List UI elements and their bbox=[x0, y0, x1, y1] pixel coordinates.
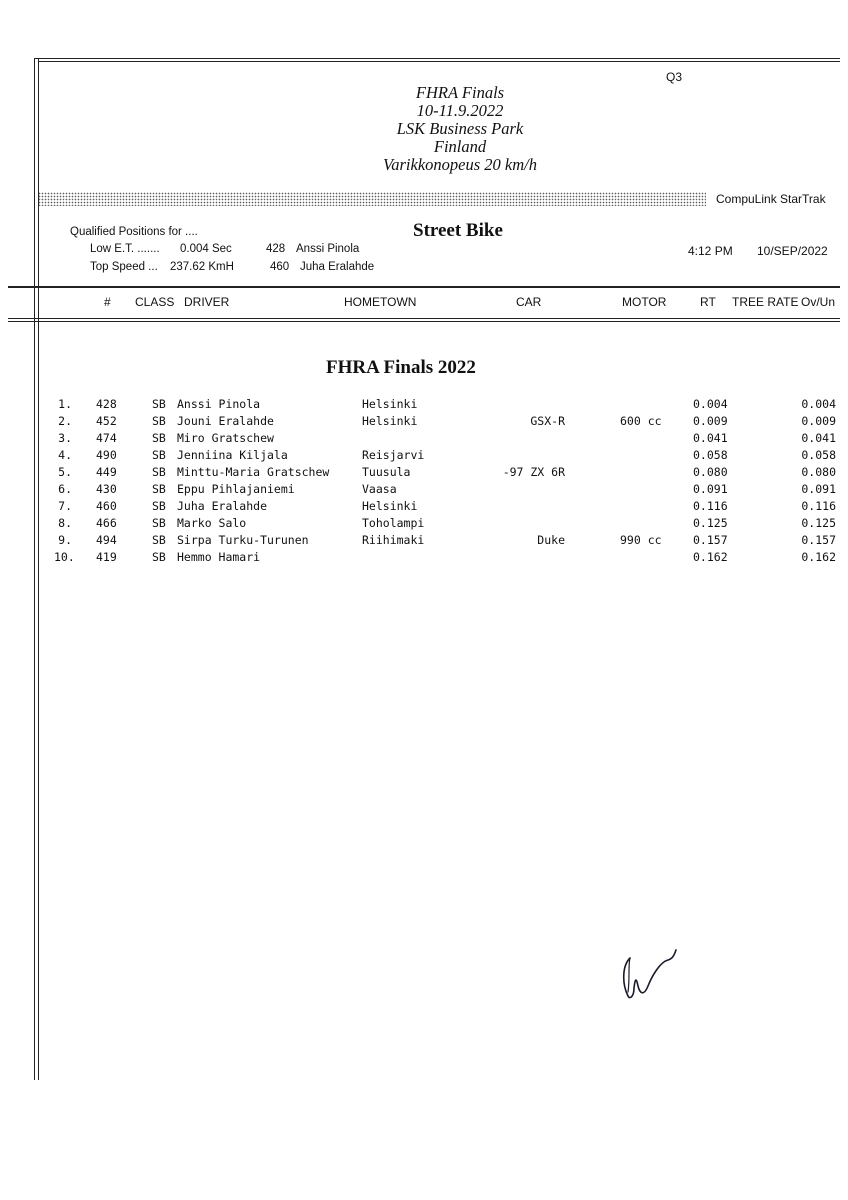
col-header-rt: RT bbox=[700, 295, 716, 309]
cell-driver: Eppu Pihlajaniemi bbox=[177, 482, 295, 496]
cell-position: 3. bbox=[58, 431, 72, 445]
table-row bbox=[0, 482, 848, 499]
table-row bbox=[0, 431, 848, 448]
cell-position: 8. bbox=[58, 516, 72, 530]
cell-class: SB bbox=[152, 550, 166, 564]
cell-hometown: Reisjarvi bbox=[362, 448, 425, 462]
cell-car: -97 ZX 6R bbox=[502, 465, 565, 479]
col-header-num: # bbox=[104, 295, 111, 309]
cell-position: 9. bbox=[58, 533, 72, 547]
low-et-value: 0.004 Sec bbox=[180, 243, 232, 255]
cell-driver: Juha Eralahde bbox=[177, 499, 268, 513]
cell-rt: 0.091 bbox=[693, 482, 728, 496]
cell-ovun: 0.058 bbox=[801, 448, 836, 462]
low-et-row bbox=[90, 243, 359, 255]
cell-position: 5. bbox=[58, 465, 72, 479]
low-et-number: 428 bbox=[266, 243, 286, 255]
cell-class: SB bbox=[152, 482, 166, 496]
col-header-ovun: Ov/Un bbox=[801, 295, 836, 309]
cell-hometown: Toholampi bbox=[362, 516, 425, 530]
event-name: FHRA Finals bbox=[415, 83, 505, 102]
cell-class: SB bbox=[152, 448, 166, 462]
cell-hometown: Helsinki bbox=[362, 414, 418, 428]
cell-position: 2. bbox=[58, 414, 72, 428]
cell-class: SB bbox=[152, 499, 166, 513]
cell-position: 6. bbox=[58, 482, 72, 496]
session-label: Q3 bbox=[666, 70, 683, 84]
event-dates: 10-11.9.2022 bbox=[416, 101, 504, 120]
top-speed-label: Top Speed ... bbox=[90, 261, 158, 273]
cell-rt: 0.162 bbox=[693, 550, 728, 564]
cell-driver: Sirpa Turku-Turunen bbox=[177, 533, 309, 547]
summary-bottom-rule bbox=[8, 286, 840, 288]
cell-position: 7. bbox=[58, 499, 72, 513]
cell-class: SB bbox=[152, 465, 166, 479]
cell-car: Duke bbox=[537, 533, 565, 547]
table-row bbox=[0, 550, 848, 567]
print-date: 10/SEP/2022 bbox=[757, 244, 828, 258]
cell-hometown: Tuusula bbox=[362, 465, 411, 479]
cell-ovun: 0.125 bbox=[801, 516, 836, 530]
cell-position: 4. bbox=[58, 448, 72, 462]
cell-number: 428 bbox=[96, 397, 117, 411]
cell-class: SB bbox=[152, 431, 166, 445]
cell-car: GSX-R bbox=[530, 414, 565, 428]
col-header-driver: DRIVER bbox=[184, 295, 230, 309]
cell-number: 460 bbox=[96, 499, 117, 513]
table-row bbox=[0, 499, 848, 516]
cell-class: SB bbox=[152, 414, 166, 428]
table-row bbox=[0, 414, 848, 431]
cell-ovun: 0.080 bbox=[801, 465, 836, 479]
top-speed-driver: Juha Eralahde bbox=[300, 261, 375, 273]
cell-class: SB bbox=[152, 397, 166, 411]
cell-ovun: 0.157 bbox=[801, 533, 836, 547]
top-speed-number: 460 bbox=[270, 261, 290, 273]
cell-position: 10. bbox=[54, 550, 75, 564]
cell-hometown: Helsinki bbox=[362, 499, 418, 513]
qualified-label: Qualified Positions for .... bbox=[70, 226, 198, 238]
cell-number: 430 bbox=[96, 482, 117, 496]
cell-driver: Hemmo Hamari bbox=[177, 550, 261, 564]
col-header-class: CLASS bbox=[135, 295, 175, 309]
dotted-band bbox=[38, 192, 706, 206]
left-border-inner bbox=[38, 58, 39, 1080]
cell-rt: 0.125 bbox=[693, 516, 728, 530]
cell-rt: 0.009 bbox=[693, 414, 728, 428]
cell-ovun: 0.162 bbox=[801, 550, 836, 564]
cell-motor: 990 cc bbox=[620, 533, 662, 547]
results-table bbox=[0, 397, 848, 567]
cell-driver: Anssi Pinola bbox=[177, 397, 261, 411]
top-speed-row bbox=[90, 261, 374, 273]
top-speed-value: 237.62 KmH bbox=[170, 261, 234, 273]
cell-rt: 0.080 bbox=[693, 465, 728, 479]
event-note: Varikkonopeus 20 km/h bbox=[383, 155, 537, 174]
cell-number: 490 bbox=[96, 448, 117, 462]
cell-hometown: Riihimaki bbox=[362, 533, 425, 547]
table-row bbox=[0, 533, 848, 550]
cell-rt: 0.058 bbox=[693, 448, 728, 462]
cell-ovun: 0.004 bbox=[801, 397, 836, 411]
cell-number: 449 bbox=[96, 465, 117, 479]
cell-number: 419 bbox=[96, 550, 117, 564]
col-header-motor: MOTOR bbox=[622, 295, 667, 309]
header-bottom-rule bbox=[8, 318, 840, 319]
cell-number: 474 bbox=[96, 431, 117, 445]
class-title: Street Bike bbox=[413, 220, 503, 241]
cell-rt: 0.041 bbox=[693, 431, 728, 445]
header-bottom-rule-2 bbox=[8, 321, 840, 322]
handwritten-signature bbox=[616, 936, 686, 1006]
cell-driver: Jenniina Kiljala bbox=[177, 448, 288, 462]
event-venue: LSK Business Park bbox=[396, 119, 524, 138]
table-row bbox=[0, 465, 848, 482]
cell-rt: 0.116 bbox=[693, 499, 728, 513]
cell-class: SB bbox=[152, 516, 166, 530]
low-et-label: Low E.T. ....... bbox=[90, 243, 160, 255]
cell-hometown: Helsinki bbox=[362, 397, 418, 411]
cell-rt: 0.157 bbox=[693, 533, 728, 547]
cell-driver: Marko Salo bbox=[177, 516, 247, 530]
cell-ovun: 0.041 bbox=[801, 431, 836, 445]
cell-number: 466 bbox=[96, 516, 117, 530]
event-header bbox=[300, 84, 620, 174]
cell-driver: Miro Gratschew bbox=[177, 431, 274, 445]
system-name: CompuLink StarTrak bbox=[716, 192, 826, 206]
cell-ovun: 0.116 bbox=[801, 499, 836, 513]
cell-number: 452 bbox=[96, 414, 117, 428]
col-header-tree-rate: TREE RATE bbox=[732, 295, 799, 309]
left-border-outer bbox=[34, 58, 35, 1080]
col-header-car: CAR bbox=[516, 295, 542, 309]
print-time: 4:12 PM bbox=[688, 244, 733, 258]
results-title: FHRA Finals 2022 bbox=[326, 357, 476, 378]
cell-driver: Jouni Eralahde bbox=[177, 414, 274, 428]
cell-hometown: Vaasa bbox=[362, 482, 397, 496]
top-border-inner bbox=[38, 61, 840, 62]
table-row bbox=[0, 397, 848, 414]
cell-position: 1. bbox=[58, 397, 72, 411]
cell-motor: 600 cc bbox=[620, 414, 662, 428]
top-border bbox=[34, 58, 840, 59]
low-et-driver: Anssi Pinola bbox=[296, 243, 360, 255]
cell-number: 494 bbox=[96, 533, 117, 547]
cell-rt: 0.004 bbox=[693, 397, 728, 411]
cell-driver: Minttu-Maria Gratschew bbox=[177, 465, 330, 479]
cell-class: SB bbox=[152, 533, 166, 547]
cell-ovun: 0.091 bbox=[801, 482, 836, 496]
table-row bbox=[0, 448, 848, 465]
col-header-hometown: HOMETOWN bbox=[344, 295, 417, 309]
table-row bbox=[0, 516, 848, 533]
cell-ovun: 0.009 bbox=[801, 414, 836, 428]
event-country: Finland bbox=[433, 137, 487, 156]
